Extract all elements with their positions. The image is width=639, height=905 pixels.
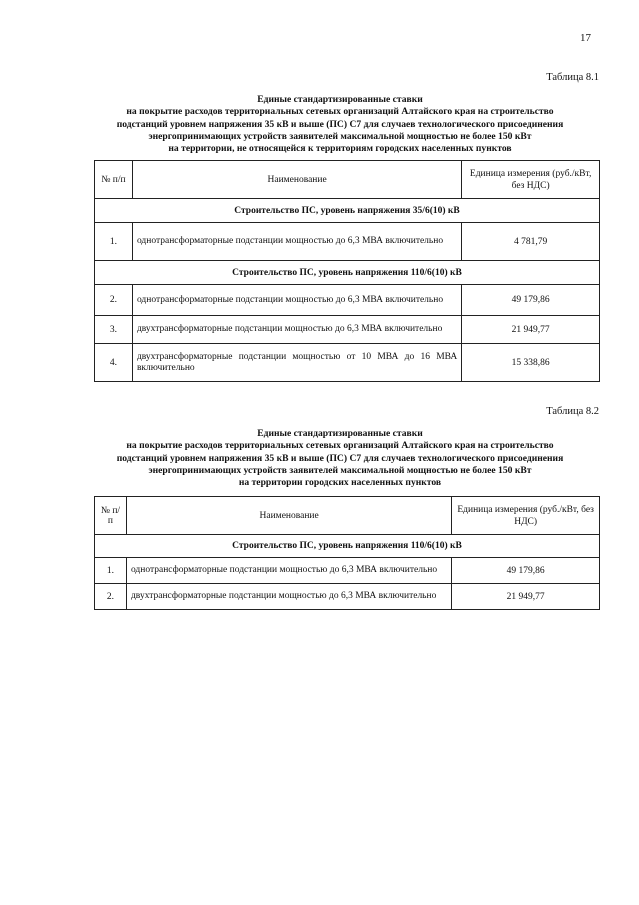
- header-name: Наименование: [126, 497, 451, 535]
- row-name: однотрансформаторные подстанции мощностью до 6,3 МВА включительно: [126, 558, 451, 584]
- row-num: 2.: [95, 285, 133, 316]
- row-num: 4.: [95, 344, 133, 382]
- header-name: Наименование: [132, 161, 461, 199]
- heading-title: Единые стандартизированные ставки: [257, 94, 423, 105]
- table-row: [95, 285, 600, 316]
- table-header-row: [95, 497, 600, 535]
- row-value: 15 338,86: [462, 344, 600, 382]
- table-8-1-label: Таблица 8.1: [546, 72, 599, 83]
- table-8-2-label: Таблица 8.2: [546, 406, 599, 417]
- header-num: № п/п: [95, 161, 133, 199]
- row-value: 49 179,86: [452, 558, 600, 584]
- header-unit: Единица измерения (руб./кВт, без НДС): [462, 161, 600, 199]
- heading-line: на покрытие расходов территориальных сетевых организаций Алтайского края на строительство: [126, 440, 554, 452]
- heading-line: на покрытие расходов территориальных сетевых организаций Алтайского края на строительство: [126, 106, 554, 118]
- row-num: 2.: [95, 584, 127, 610]
- row-name: двухтрансформаторные подстанции мощностью до 6,3 МВА включительно: [126, 584, 451, 610]
- section-row: [95, 199, 600, 223]
- row-name: однотрансформаторные подстанции мощностью до 6,3 МВА включительно: [132, 285, 461, 316]
- table-8-1-heading: [80, 94, 600, 155]
- row-name: двухтрансформаторные подстанции мощностью от 10 МВА до 16 МВА включительно: [132, 344, 461, 382]
- table-row: [95, 223, 600, 261]
- heading-line: подстанций уровнем напряжения 35 кВ и выше (ПС) С7 для случаев технологического присоединения: [116, 452, 564, 464]
- row-value: 49 179,86: [462, 285, 600, 316]
- header-unit: Единица измерения (руб./кВт, без НДС): [452, 497, 600, 535]
- table-row: [95, 584, 600, 610]
- section-title: Строительство ПС, уровень напряжения 110/6(10) кВ: [95, 535, 600, 558]
- row-value: 21 949,77: [462, 316, 600, 344]
- heading-line: на территории, не относящейся к территориям городских населенных пунктов: [168, 143, 512, 155]
- table-row: [95, 344, 600, 382]
- table-row: [95, 316, 600, 344]
- row-num: 3.: [95, 316, 133, 344]
- section-title: Строительство ПС, уровень напряжения 110/6(10) кВ: [95, 261, 600, 285]
- table-8-1: [94, 160, 600, 382]
- section-row: [95, 535, 600, 558]
- row-name: однотрансформаторные подстанции мощностью до 6,3 МВА включительно: [132, 223, 461, 261]
- table-header-row: [95, 161, 600, 199]
- heading-line: энергопринимающих устройств заявителей максимальной мощностью не более 150 кВт: [148, 464, 532, 476]
- heading-line: на территории городских населенных пунктов: [238, 477, 442, 489]
- table-8-2: [94, 496, 600, 610]
- row-num: 1.: [95, 223, 133, 261]
- heading-line: подстанций уровнем напряжения 35 кВ и выше (ПС) С7 для случаев технологического присоединения: [116, 118, 564, 130]
- row-name: двухтрансформаторные подстанции мощностью до 6,3 МВА включительно: [132, 316, 461, 344]
- row-num: 1.: [95, 558, 127, 584]
- table-8-2-heading: [80, 428, 600, 489]
- header-num: № п/п: [95, 497, 127, 535]
- table-row: [95, 558, 600, 584]
- page-number: 17: [580, 32, 591, 44]
- section-row: [95, 261, 600, 285]
- row-value: 4 781,79: [462, 223, 600, 261]
- heading-title: Единые стандартизированные ставки: [257, 428, 423, 439]
- row-value: 21 949,77: [452, 584, 600, 610]
- heading-line: энергопринимающих устройств заявителей максимальной мощностью не более 150 кВт: [148, 130, 532, 142]
- section-title: Строительство ПС, уровень напряжения 35/6(10) кВ: [95, 199, 600, 223]
